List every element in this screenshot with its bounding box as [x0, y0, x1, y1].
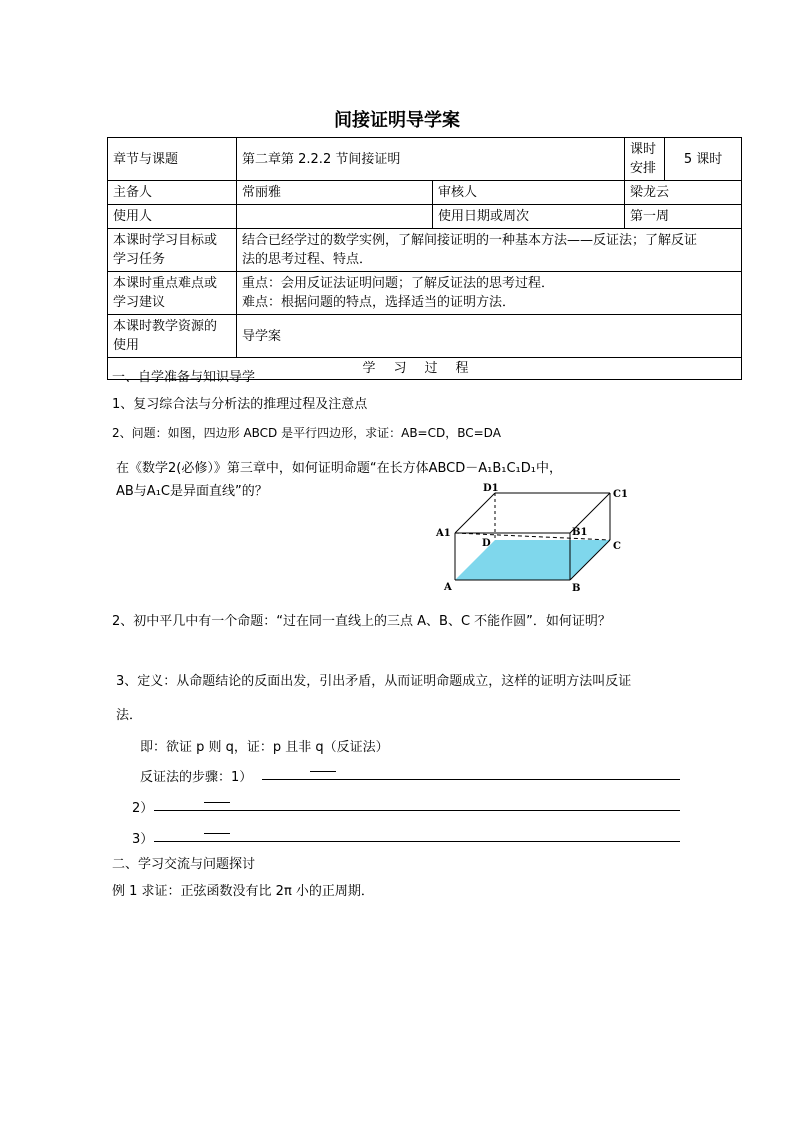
label-d: D [482, 538, 491, 549]
steps-label: 反证法的步骤：1） [140, 770, 253, 785]
hours-value: 5 课时 [665, 138, 742, 181]
item-3: 2、初中平几中有一个命题：“过在同一直线上的三点 A、B、C 不能作圆”．如何证明？ [112, 614, 611, 629]
label-c1: C1 [613, 489, 628, 500]
step-3-label: 3） [132, 832, 154, 847]
label-a1: A1 [436, 528, 451, 539]
chapter-label: 章节与课题 [108, 138, 237, 181]
definition-line2: 法． [116, 708, 143, 723]
reviewer-value: 梁龙云 [625, 181, 742, 205]
date-label: 使用日期或周次 [433, 205, 625, 229]
section-1-heading: 一、自学准备与知识导学 [112, 370, 256, 385]
preparer-label: 主备人 [108, 181, 237, 205]
user-label: 使用人 [108, 205, 237, 229]
label-d1: D1 [483, 483, 499, 494]
definition-line1: 3、定义：从命题结论的反面出发，引出矛盾，从而证明命题成立，这样的证明方法叫反证 [116, 674, 632, 689]
info-table [107, 137, 742, 380]
step-3-dash [204, 833, 230, 834]
step-2-dash [204, 802, 230, 803]
hours-label: 课时安排 [625, 138, 665, 181]
keypoints-value: 重点：会用反证法证明问题；了解反证法的思考过程． 难点：根据问题的特点，选择适当的证明方法． [237, 272, 742, 315]
cuboid-figure [430, 480, 630, 595]
reviewer-label: 审核人 [433, 181, 625, 205]
section-2-heading: 二、学习交流与问题探讨 [112, 857, 256, 872]
cuboid-base-face [455, 540, 610, 580]
notation-line: 即：欲证 p 则 q，证：p 且非 q（反证法） [140, 740, 389, 755]
resources-label: 本课时教学资源的 使用 [108, 315, 237, 358]
step-1-blank[interactable] [262, 779, 680, 780]
date-value: 第一周 [625, 205, 742, 229]
keypoints-label: 本课时重点难点或 学习建议 [108, 272, 237, 315]
process-heading: 学习过程 [108, 358, 742, 380]
textbook-question-line2: AB与A₁C是异面直线”的？ [116, 484, 268, 499]
example-1: 例 1 求证：正弦函数没有比 2π 小的正周期． [112, 884, 374, 899]
textbook-question-line1: 在《数学2(必修）》第三章中，如何证明命题“在长方体ABCD－A₁B₁C₁D₁中， [116, 461, 562, 476]
label-b1: B1 [572, 527, 588, 538]
page-title: 间接证明导学案 [334, 110, 460, 131]
user-value [237, 205, 433, 229]
step-1-dash [310, 771, 336, 772]
step-3-blank[interactable] [154, 841, 680, 842]
preparer-value: 常丽雅 [237, 181, 433, 205]
goal-label: 本课时学习目标或 学习任务 [108, 229, 237, 272]
goal-value: 结合已经学过的数学实例，了解间接证明的一种基本方法——反证法；了解反证 法的思考过程、特点． [237, 229, 742, 272]
step-2-blank[interactable] [154, 810, 680, 811]
item-2: 2、问题：如图，四边形 ABCD 是平行四边形，求证：AB=CD，BC=DA [112, 426, 501, 440]
chapter-value: 第二章第 2.2.2 节间接证明 [237, 138, 625, 181]
label-a: A [444, 582, 452, 593]
resources-value: 导学案 [237, 315, 742, 358]
item-1: 1、复习综合法与分析法的推理过程及注意点 [112, 397, 368, 412]
label-b: B [572, 583, 581, 594]
label-c: C [613, 541, 621, 552]
step-2-label: 2） [132, 801, 154, 816]
